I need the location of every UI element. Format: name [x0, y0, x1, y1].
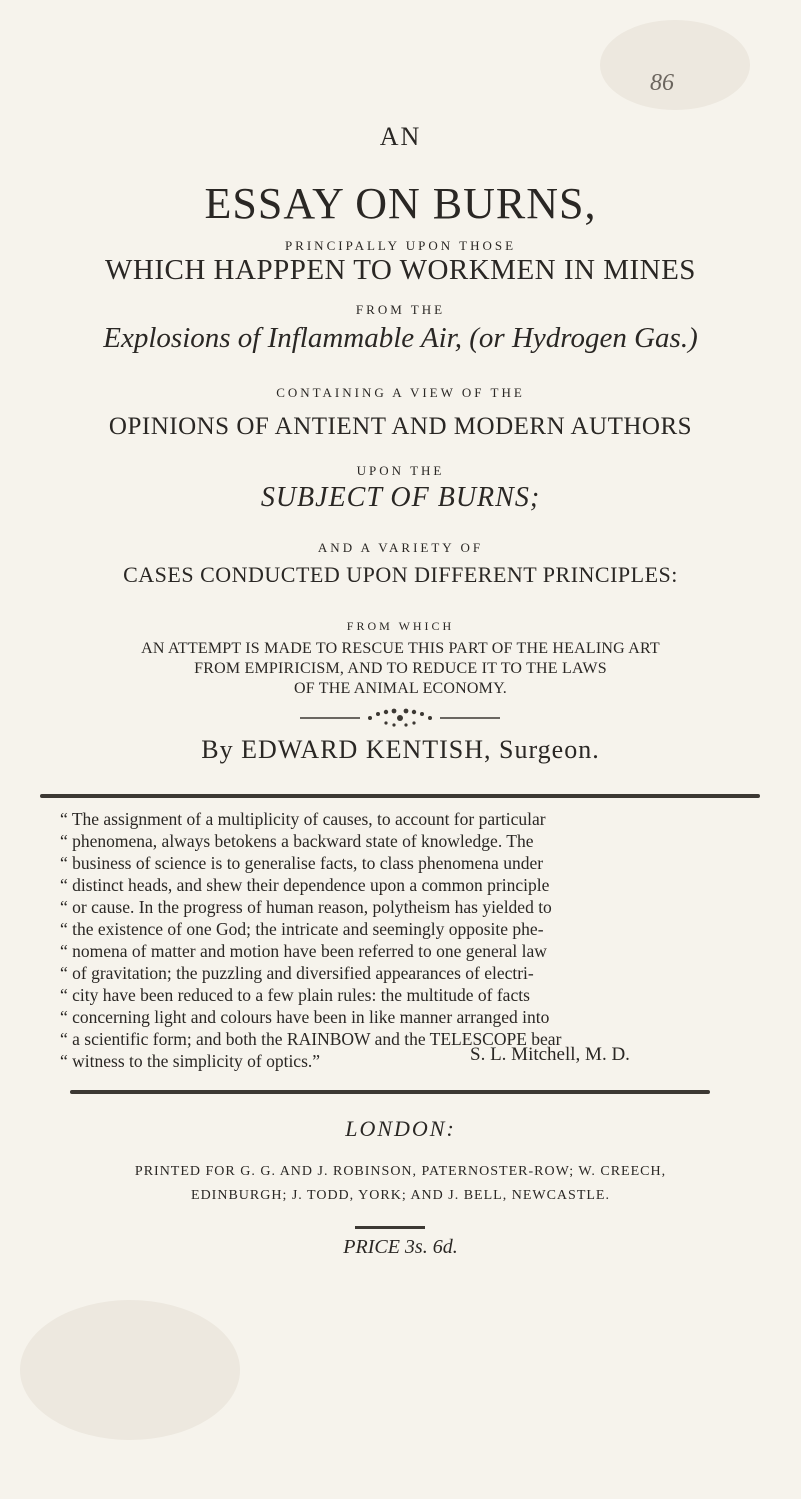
divider-rule [70, 1090, 710, 1094]
quote-line: “ or cause. In the progress of human reason, polytheism has yielded to [60, 897, 552, 917]
quote-line: “ concerning light and colours have been in like manner arranged into [60, 1007, 550, 1027]
title-upon-the: UPON THE [356, 463, 445, 478]
title-explosions: Explosions of Inflammable Air, (or Hydrogen Gas.) [103, 322, 698, 354]
title-subject: SUBJECT OF BURNS; [260, 482, 541, 513]
handwritten-number: 86 [650, 70, 674, 96]
quote-line: “ the existence of one God; the intricate and seemingly opposite phe- [60, 919, 544, 939]
quote-line: “ a scientific form; and both the RAINBOW and the TELESCOPE bear [60, 1029, 562, 1049]
divider-rule [40, 794, 760, 798]
title-opinions: OPINIONS OF ANTIENT AND MODERN AUTHORS [108, 413, 693, 440]
imprint-printers-line-1: PRINTED FOR G. G. AND J. ROBINSON, PATERNOSTER-ROW; W. CREECH, [134, 1164, 667, 1179]
epigraph-quote [60, 808, 760, 1072]
quote-line: “ business of science is to generalise facts, to class phenomena under [60, 853, 544, 873]
title-from-which: FROM WHICH [346, 619, 455, 633]
author-line: By EDWARD KENTISH, Surgeon. [201, 735, 600, 764]
quote-line: “ distinct heads, and shew their dependence upon a common principle [60, 875, 550, 895]
title-cases: CASES CONDUCTED UPON DIFFERENT PRINCIPLES: [123, 562, 678, 587]
paper-stain [20, 1300, 240, 1440]
quote-line: “ nomena of matter and motion have been referred to one general law [60, 941, 547, 961]
quote-line: “ witness to the simplicity of optics.” [60, 1051, 321, 1071]
imprint-place: LONDON: [345, 1116, 456, 1141]
title-attempt-line-3: OF THE ANIMAL ECONOMY. [293, 680, 507, 697]
imprint-printers-line-2: EDINBURGH; J. TODD, YORK; AND J. BELL, NEWCASTLE. [191, 1188, 610, 1203]
quote-line: “ The assignment of a multiplicity of causes, to account for particular [60, 809, 546, 829]
title-essay: ESSAY ON BURNS, [204, 179, 597, 228]
quote-line: “ of gravitation; the puzzling and diversified appearances of electri- [60, 963, 534, 983]
title-from-the: FROM THE [355, 302, 446, 317]
title-and-variety: AND A VARIETY OF [317, 540, 484, 555]
title-which: WHICH HAPPPEN TO WORKMEN IN MINES [105, 254, 696, 286]
title-attempt-line-1: AN ATTEMPT IS MADE TO RESCUE THIS PART OF THE HEALING ART [141, 640, 660, 657]
title-attempt-line-2: FROM EMPIRICISM, AND TO REDUCE IT TO THE LAWS [194, 660, 607, 677]
ornament-divider [300, 706, 500, 730]
quote-line: “ city have been reduced to a few plain rules: the multitude of facts [60, 985, 530, 1005]
price: PRICE 3s. 6d. [343, 1236, 458, 1258]
title-containing: CONTAINING A VIEW OF THE [276, 385, 525, 400]
paper-stain [600, 20, 750, 110]
price-rule [355, 1226, 425, 1229]
quote-line: “ phenomena, always betokens a backward state of knowledge. The [60, 831, 534, 851]
title-principally: PRINCIPALLY UPON THOSE [284, 238, 517, 253]
title-an: AN [379, 122, 422, 151]
quote-attribution: S. L. Mitchell, M. D. [470, 1044, 630, 1065]
